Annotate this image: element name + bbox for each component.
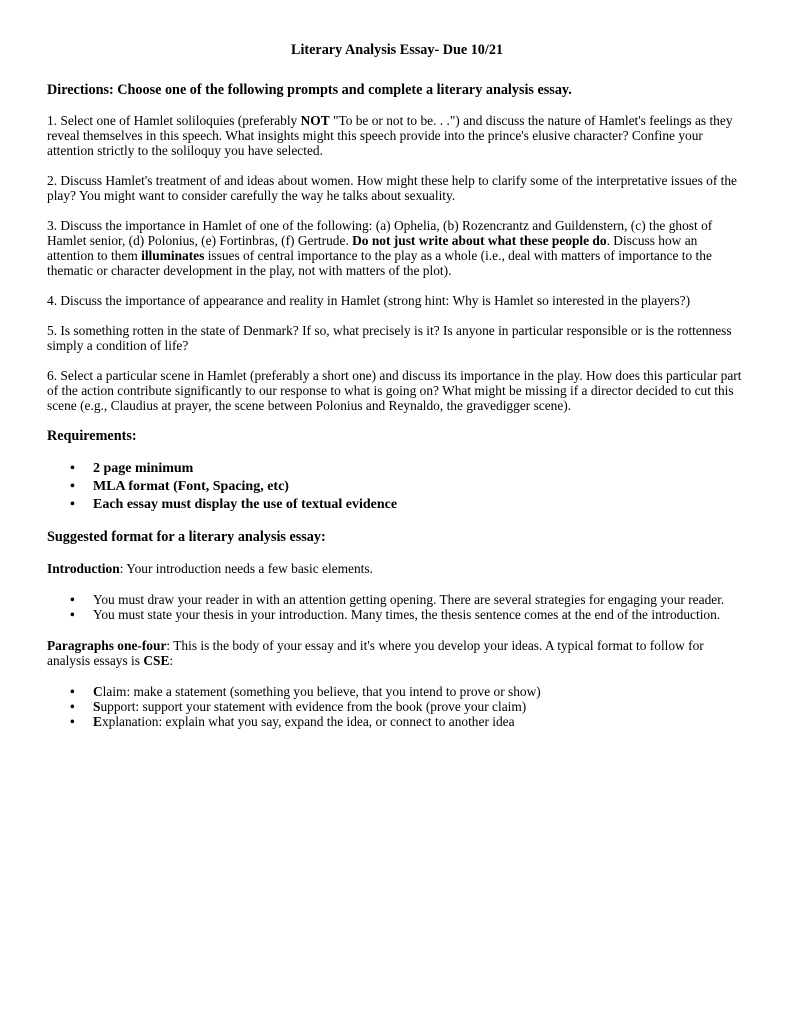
bullet-icon: • [70,607,75,622]
cse-letter: C [93,684,103,699]
prompt-2: 2. Discuss Hamlet's treatment of and ideas about women. How might these help to clarify some of the interpretative issues of the play? You might want to consider carefully the way he talks about sexuality. [47,173,737,203]
list-item [47,460,747,478]
prompt-3 [47,218,747,278]
introduction-text: : Your introduction needs a few basic elements. [119,561,373,576]
cse-item-text: upport: support your statement with evidence from the book (prove your claim) [100,699,527,714]
cse-item-text: laim: make a statement (something you believe, that you intend to prove or show) [102,684,541,699]
prompt-5: 5. Is something rotten in the state of Denmark? If so, what precisely is it? Is anyone in particular responsible or is the rottenness simply a condition of life? [47,323,732,353]
introduction-item-text: You must draw your reader in with an attention getting opening. There are several strategies for engaging your reader. [93,592,725,607]
prompt-3-text-a: 3. Discuss the importance in Hamlet of one of the following: (a) Ophelia, (b) Rozencrantz and Guildenstern, (c) the ghost of Hamlet senior, (d) Polonius, (e) Fortinbras, (f) Gertrude. [47,218,713,248]
paragraphs-end: : [169,653,174,668]
prompt-6: 6. Select a particular scene in Hamlet (preferably a short one) and discuss its importance in the play. How does this particular part of the action contribute significantly to our response to what is going on? What might be missing if a director decided to cut this scene (e.g., Claudius at prayer, the scene between Polonius and Reynaldo, the gravedigger scene). [47,368,742,413]
paragraphs-text: : This is the body of your essay and it's where you develop your ideas. A typical format to follow for analysis essays is [47,638,704,668]
prompt-1-bold-not: NOT [300,113,330,128]
list-item [47,496,747,514]
introduction-label: Introduction [47,561,120,576]
document-page [47,42,747,745]
requirement-text: 2 page minimum [93,461,194,476]
introduction-paragraph [47,561,747,576]
cse-letter: S [93,699,101,714]
prompt-3-text-b: . Discuss how an attention to them [47,233,698,263]
suggested-format-heading: Suggested format for a literary analysis essay: [47,529,326,545]
paragraphs-label: Paragraphs one-four [47,638,167,653]
cse-list [47,684,747,729]
prompt-1-text-a: 1. Select one of Hamlet soliloquies (preferably [47,113,301,128]
list-item [47,592,747,607]
requirement-text: Each essay must display the use of textual evidence [93,497,398,512]
cse-item-text: xplanation: explain what you say, expand the idea, or connect to another idea [101,714,515,729]
bullet-icon: • [70,461,75,476]
requirements-heading: Requirements: [47,428,137,444]
prompt-1 [47,113,747,158]
list-item [47,714,747,729]
prompt-1-text-b: "To be or not to be. . .") and discuss the nature of Hamlet's feelings as they reveal themselves in this speech. What insights might this speech provide into the prince's elusive character? Confine your attention strictly to the soliloquy you have selected. [47,113,733,158]
prompt-3-bold-1: Do not just write about what these people do [352,233,607,248]
requirements-list [47,460,747,514]
paragraphs-paragraph [47,638,747,668]
bullet-icon: • [70,684,75,699]
list-item [47,684,747,699]
requirement-text: MLA format (Font, Spacing, etc) [93,479,289,494]
bullet-icon: • [70,592,75,607]
bullet-icon: • [70,479,75,494]
cse-label: CSE [143,653,170,668]
prompt-4: 4. Discuss the importance of appearance and reality in Hamlet (strong hint: Why is Hamlet so interested in the players?) [47,293,691,308]
bullet-icon: • [70,714,75,729]
list-item [47,607,747,622]
prompt-3-text-c: issues of central importance to the play as a whole (i.e., deal with matters of importance to the thematic or character development in the play, not with matters of the plot). [47,248,712,278]
list-item [47,699,747,714]
directions: Directions: Choose one of the following prompts and complete a literary analysis essay. [47,82,572,98]
bullet-icon: • [70,497,75,512]
document-title: Literary Analysis Essay- Due 10/21 [290,42,504,58]
prompt-3-bold-2: illuminates [141,248,205,263]
introduction-list [47,592,747,622]
list-item [47,478,747,496]
cse-letter: E [93,714,102,729]
introduction-item-text: You must state your thesis in your introduction. Many times, the thesis sentence comes at the end of the introduction. [93,607,721,622]
bullet-icon: • [70,699,75,714]
